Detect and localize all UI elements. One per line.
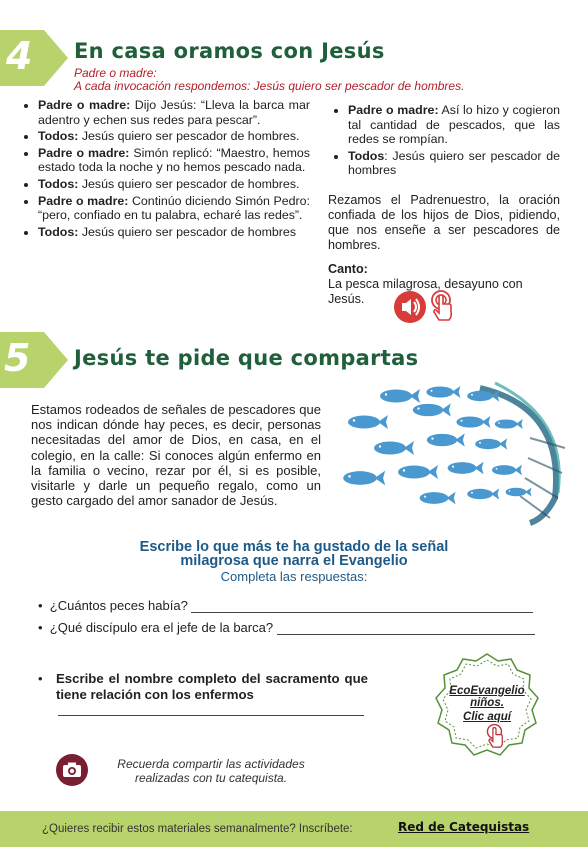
speaker-label: Padre o madre: [38, 193, 129, 208]
badge-line-1: EcoEvangelio [449, 685, 525, 697]
prayer-text: Dijo Jesús: “Lleva la barca mar adentro y echen sus redes para pescar”. [38, 98, 310, 127]
answer-line-1[interactable] [191, 600, 533, 613]
prayer-item [38, 177, 310, 192]
prayer-item [348, 149, 560, 178]
answer-line-2[interactable] [277, 622, 535, 635]
question-2: • ¿Qué discípulo era el jefe de la barca? [38, 620, 535, 635]
prayer-text: : Jesús quiero ser pescador de hombres [348, 148, 560, 178]
speaker-label: Padre o madre: [348, 103, 439, 117]
badge-line-2: niños. [470, 697, 504, 709]
song-label: Canto: [328, 262, 368, 276]
section-5-title: Jesús te pide que compartas [74, 346, 419, 370]
prayer-text: Simón replicó: “Maestro, hemos estado toda la noche y no hemos pescado nada. [38, 145, 310, 175]
prayer-item [38, 194, 310, 223]
speaker-label: Todos: [38, 129, 79, 144]
footer-text: ¿Quieres recibir estos materiales semanalmente? Inscríbete: [42, 823, 353, 835]
prayer-right-column [330, 103, 560, 180]
badge-hand-icon [485, 723, 507, 751]
prayer-text: Así lo hizo y cogieron tal cantidad de pescados, que las redes se rompían. [348, 103, 561, 147]
speaker-label: Padre o madre: [38, 145, 130, 160]
red-de-catequistas-link[interactable]: Red de Catequistas [398, 820, 530, 834]
question-1: • ¿Cuántos peces había? [38, 598, 533, 613]
speaker-label: Todos: [38, 176, 79, 191]
camera-icon [55, 753, 89, 787]
prayer-text: Jesús quiero ser pescador de hombres. [78, 129, 300, 144]
prayer-left-column [20, 98, 310, 241]
prayer-item [348, 103, 560, 147]
prayer-item [38, 225, 310, 240]
ecoevangelio-badge[interactable] [432, 651, 542, 761]
song-text: La pesca milagrosa, desayuno con Jesús. [328, 277, 523, 306]
prayer-text: Continúo diciendo Simón Pedro: “pero, confiado en tu palabra, echaré las redes”. [38, 193, 310, 223]
prayer-text: Jesús quiero ser pescador de hombres. [78, 176, 300, 191]
prayer-text: Jesús quiero ser pescador de hombres [78, 224, 297, 239]
questions-subtitle: Completa las respuestas: [220, 569, 368, 584]
padrenuestro-text: Rezamos el Padrenuestro, la oración confiada de los hijos de Dios, pidiendo, que nos enseñe a ser pescadores de hombres. [328, 193, 560, 252]
prayer-item [38, 98, 310, 127]
section-5-paragraph: Estamos rodeados de señales de pescadores que nos indican dónde hay peces, es decir, personas necesitadas del amor de Dios, en casa, en el colegio, en la calle: Si conoces algún enfermo en la familia o vecino, rezar por él, si es posible, visitarle y darle un pequeño regalo, como un gesto cargado del amor sanador de Jesús. [31, 402, 321, 509]
section-5-number: 5 [4, 336, 31, 380]
speaker-label: Padre o madre: [38, 98, 131, 112]
section-4-title: En casa oramos con Jesús [74, 39, 385, 63]
sacrament-answer-line[interactable] [58, 715, 364, 716]
audio-speaker-icon[interactable] [393, 290, 427, 324]
section-4-number: 4 [6, 34, 33, 78]
fish-school-illustration [330, 378, 568, 526]
prayer-item [38, 129, 310, 144]
share-reminder: Recuerda compartir las actividades realizadas con tu catequista. [117, 757, 305, 785]
questions-title-line-2: milagrosa que narra el Evangelio [180, 553, 408, 569]
questions-title-line-1: Escribe lo que más te ha gustado de la señal [139, 539, 449, 555]
section-4-intro-1: Padre o madre: [74, 66, 157, 80]
speaker-label: Todos [348, 148, 385, 163]
tap-hand-icon[interactable] [429, 289, 457, 325]
speaker-label: Todos: [38, 224, 79, 239]
sacrament-prompt: Escribe el nombre completo del sacramento que tiene relación con los enfermos [56, 671, 368, 702]
prayer-item [38, 146, 310, 175]
badge-line-3: Clic aquí [463, 711, 511, 723]
section-4-intro-2: A cada invocación respondemos: Jesús quiero ser pescador de hombres. [74, 79, 465, 93]
